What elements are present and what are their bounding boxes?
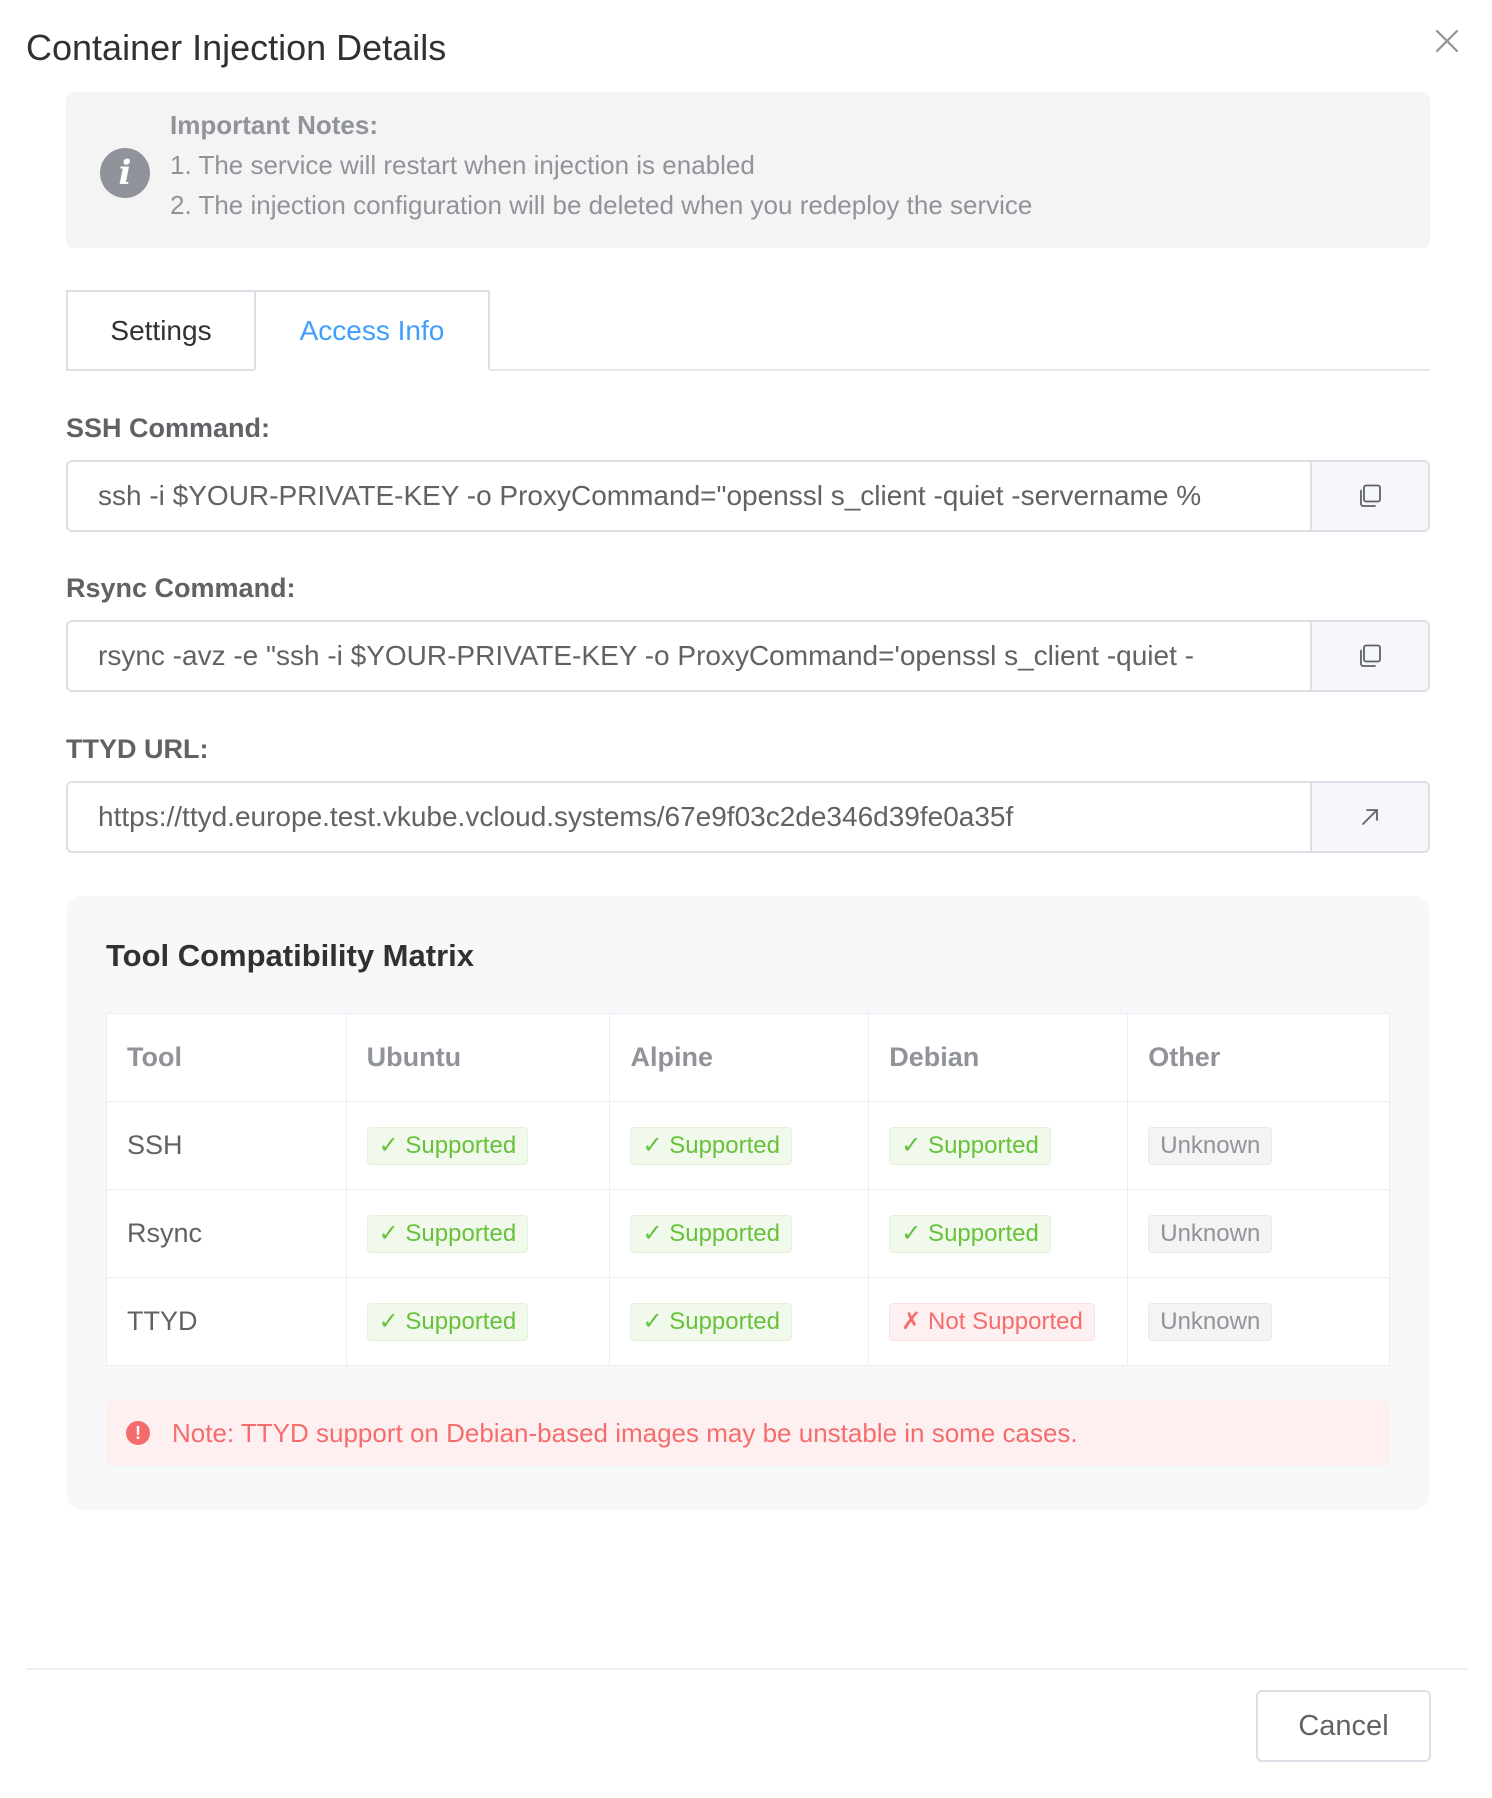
ttyd-url-input[interactable]: https://ttyd.europe.test.vkube.vcloud.systems/67e9f03c2de346d39fe0a35f bbox=[98, 801, 1014, 832]
table-header-row bbox=[107, 1014, 1390, 1102]
notes-title: Important Notes: bbox=[170, 110, 378, 140]
tool-name: TTYD bbox=[107, 1278, 347, 1366]
status-tag: ✓ Supported bbox=[367, 1215, 529, 1253]
warning-text: Note: TTYD support on Debian-based images may be unstable in some cases. bbox=[172, 1417, 1078, 1448]
status-tag: ✓ Supported bbox=[630, 1215, 792, 1253]
table-row bbox=[107, 1190, 1390, 1278]
info-icon-glyph: i bbox=[118, 153, 132, 193]
cancel-button[interactable]: Cancel bbox=[1256, 1690, 1431, 1762]
ttyd-warning-alert bbox=[106, 1400, 1390, 1466]
important-notes-alert bbox=[66, 92, 1430, 248]
external-link-icon bbox=[1358, 805, 1382, 829]
info-icon bbox=[100, 148, 150, 198]
column-header: Other bbox=[1128, 1014, 1390, 1102]
ssh-command-field bbox=[66, 460, 1430, 532]
open-ttyd-button[interactable] bbox=[1310, 783, 1428, 851]
status-tag: ✗ Not Supported bbox=[889, 1303, 1095, 1341]
status-tag: ✓ Supported bbox=[630, 1127, 792, 1165]
compatibility-table bbox=[106, 1013, 1390, 1366]
status-tag: Unknown bbox=[1148, 1303, 1272, 1341]
status-tag: ✓ Supported bbox=[889, 1127, 1051, 1165]
column-header: Tool bbox=[107, 1014, 347, 1102]
copy-icon bbox=[1357, 643, 1383, 669]
table-row bbox=[107, 1102, 1390, 1190]
note-line: 2. The injection configuration will be deleted when you redeploy the service bbox=[170, 190, 1033, 220]
tab-bar bbox=[66, 290, 1430, 371]
note-line: 1. The service will restart when injection is enabled bbox=[170, 150, 755, 180]
ttyd-url-label: TTYD URL: bbox=[66, 734, 209, 764]
status-tag: Unknown bbox=[1148, 1127, 1272, 1165]
status-tag: ✓ Supported bbox=[367, 1303, 529, 1341]
copy-rsync-button[interactable] bbox=[1310, 622, 1428, 690]
tool-name: Rsync bbox=[107, 1190, 347, 1278]
close-button[interactable] bbox=[1432, 26, 1462, 56]
column-header: Ubuntu bbox=[346, 1014, 610, 1102]
rsync-command-label: Rsync Command: bbox=[66, 573, 296, 603]
ssh-command-input[interactable]: ssh -i $YOUR-PRIVATE-KEY -o ProxyCommand="openssl s_client -quiet -servername % bbox=[98, 480, 1202, 511]
rsync-command-input[interactable]: rsync -avz -e "ssh -i $YOUR-PRIVATE-KEY -o ProxyCommand='openssl s_client -quiet - bbox=[98, 640, 1194, 671]
column-header: Debian bbox=[869, 1014, 1128, 1102]
status-tag: ✓ Supported bbox=[889, 1215, 1051, 1253]
status-tag: ✓ Supported bbox=[630, 1303, 792, 1341]
table-row bbox=[107, 1278, 1390, 1366]
ssh-command-label: SSH Command: bbox=[66, 413, 271, 443]
tab-access-info[interactable]: Access Info bbox=[254, 290, 490, 371]
matrix-title: Tool Compatibility Matrix bbox=[106, 938, 474, 973]
status-tag: Unknown bbox=[1148, 1215, 1272, 1253]
close-icon bbox=[1432, 26, 1462, 56]
rsync-command-field bbox=[66, 620, 1430, 692]
tab-settings[interactable]: Settings bbox=[66, 290, 256, 371]
column-header: Alpine bbox=[610, 1014, 869, 1102]
tool-compatibility-panel bbox=[66, 896, 1430, 1510]
tool-name: SSH bbox=[107, 1102, 347, 1190]
footer-divider bbox=[26, 1668, 1468, 1670]
ttyd-url-field bbox=[66, 781, 1430, 853]
copy-icon bbox=[1357, 483, 1383, 509]
status-tag: ✓ Supported bbox=[367, 1127, 529, 1165]
exclamation-circle-icon: ! bbox=[126, 1421, 150, 1445]
copy-ssh-button[interactable] bbox=[1310, 462, 1428, 530]
dialog-title: Container Injection Details bbox=[26, 27, 447, 68]
